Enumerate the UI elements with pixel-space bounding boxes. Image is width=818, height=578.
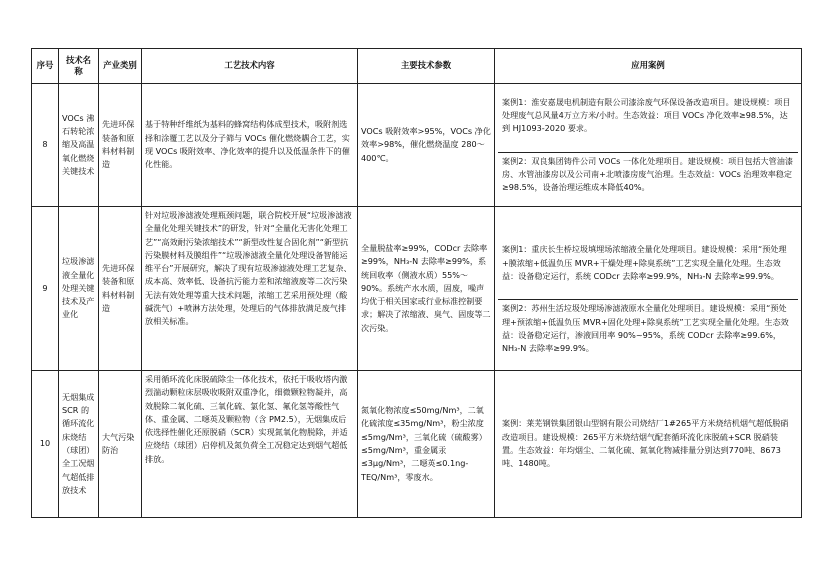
cases-cell [495,371,802,518]
process-content-cell: 基于特种纤维纸为基料的蜂窝结构体成型技术，吸附剂选择和涂覆工艺以及分子筛与 VOCs 催化燃烧耦合工艺，实现 VOCs 吸附效率、净化效率的提升以及低温条件下的催化性能。 [142,84,358,207]
tech-name-cell: VOCs 沸石转轮浓缩及高温氧化燃烧关键技术 [59,84,99,207]
params-cell: 氮氧化物浓度≤50mg/Nm³，二氧化硫浓度≤35mg/Nm³，粉尘浓度≤5mg/Nm³，三氧化硫（硫酸雾）≤5mg/Nm³，重金属汞≤3μg/Nm³，二噁英≤0.1ng-TEQ/Nm³，零废水。 [358,371,495,518]
header-process-content: 工艺技术内容 [142,49,358,84]
row-number: 9 [32,207,59,371]
row-number: 10 [32,371,59,518]
table-row [32,207,802,371]
process-content-cell: 采用循环流化床脱硫除尘一体化技术，依托于吸收塔内激烈湍动颗粒床层吸收吸附双重净化，细微颗粒物凝并，高效脱除二氧化硫、三氧化硫、氯化氢、氟化氢等酸性气体、重金属、二噁英及颗粒物（含 PM2.5），无烟集成后依选择性催化还原脱硝（SCR）实现氮氧化物脱除，并适应烧结（球团）启停机及氮负荷全工况稳定达到烟气超低排放。 [142,371,358,518]
case-entry: 案例1：淮安嘉晟电机制造有限公司漆涂废气环保设备改造项目。建设规模：项目处理废气总风量4万立方米/小时。生态效益：项目 VOCs 净化效率≥98.5%，达到 HJ1093-2020 要求。 [502,96,791,134]
case-entry: 案例1：重庆长生桥垃圾填埋场浓缩液全量化处理项目。建设规模：采用“预处理+膜浓缩+低温负压 MVR+干燥处理+除臭系统”工艺实现全量化处理。生态效益：设备稳定运行，系统 CODcr 去除率≥99.9%，NH₃-N 去除率≥99.9%。 [502,244,787,281]
cases-cell [495,84,802,207]
cases-cell [495,207,802,371]
header-category: 产业类别 [99,49,142,84]
table-row [32,371,802,518]
header-main-params: 主要技术参数 [358,49,495,84]
row-number: 8 [32,84,59,207]
category-cell: 先进环保装备和原料材料制造 [99,207,142,371]
technology-table [31,48,802,518]
process-content-cell: 针对垃圾渗滤液处理瓶颈问题，联合院校开展“垃圾渗滤液全量化处理关键技术”的研发，针对“全量化无害化处理工艺”“高效耐污染浓缩技术”“新型改性复合固化剂”“新型抗污染膜材料及膜组件”“垃圾渗滤液全量化处理设备智能运维平台”开展研究，解决了现有垃圾渗滤液处理工艺复杂、成本高、效率低、设备抗污能力差和浓缩液废等二次污染无法有效处理等重大技术问题，浓缩工艺采用预处理（酸碱洗气）+喷淋方法处理，处理后的气体排放满足废气排放相关标准。 [142,207,358,371]
table-header-row [32,49,802,84]
table-row [32,84,802,207]
params-cell: VOCs 吸附效率>95%，VOCs 净化效率>98%，催化燃烧温度 280～400℃。 [358,84,495,207]
case-entry: 案例2：双良集团铸件公司 VOCs 一体化处理项目。建设规模：项目包括大管油漆房、水管油漆房以及公司南+北喷漆房废气治理。生态效益：VOCs 治理效率稳定≥98.5%，设备治理运维成本降低40%。 [498,152,798,197]
case-entry: 案例：莱芜钢铁集团银山型钢有限公司烧结厂1#265平方米烧结机烟气超低脱硝改造项目。建设规模：265平方米烧结烟气配套循环流化床脱硫+SCR 脱硝装置。生态效益：年均烟尘、二氧化硫、氮氧化物减排量分别达到770吨、8673吨、1480吨。 [502,418,789,469]
category-cell: 先进环保装备和原料材料制造 [99,84,142,207]
header-application-cases: 应用案例 [495,49,802,84]
tech-name-cell: 垃圾渗滤液全量化处理关键技术及产业化 [59,207,99,371]
header-no: 序号 [32,49,59,84]
tech-name-cell: 无烟集成SCR 的循环流化床烧结（球团）全工况烟气超低排放技术 [59,371,99,518]
header-tech-name: 技术名称 [59,49,99,84]
case-entry: 案例2：苏州生活垃圾处理场渗滤液原水全量化处理项目。建设规模：采用“预处理+预浓缩+低温负压 MVR+固化处理+除臭系统”工艺实现全量化处理。生态效益：设备稳定运行，渗液回用率 90%~95%，系统 CODcr 去除率≥99.6%，NH₃-N 去除率≥99.9%。 [498,299,798,357]
category-cell: 大气污染防治 [99,371,142,518]
params-cell: 全量脱盐率≥99%，CODcr 去除率≥99%，NH₃-N 去除率≥99%，系统回收率（侧液水质）55%～90%。系统产水水质，固废，噪声均优于相关国家或行业标准控制要求；解决了浓缩液、臭气、固废等二次污染。 [358,207,495,371]
